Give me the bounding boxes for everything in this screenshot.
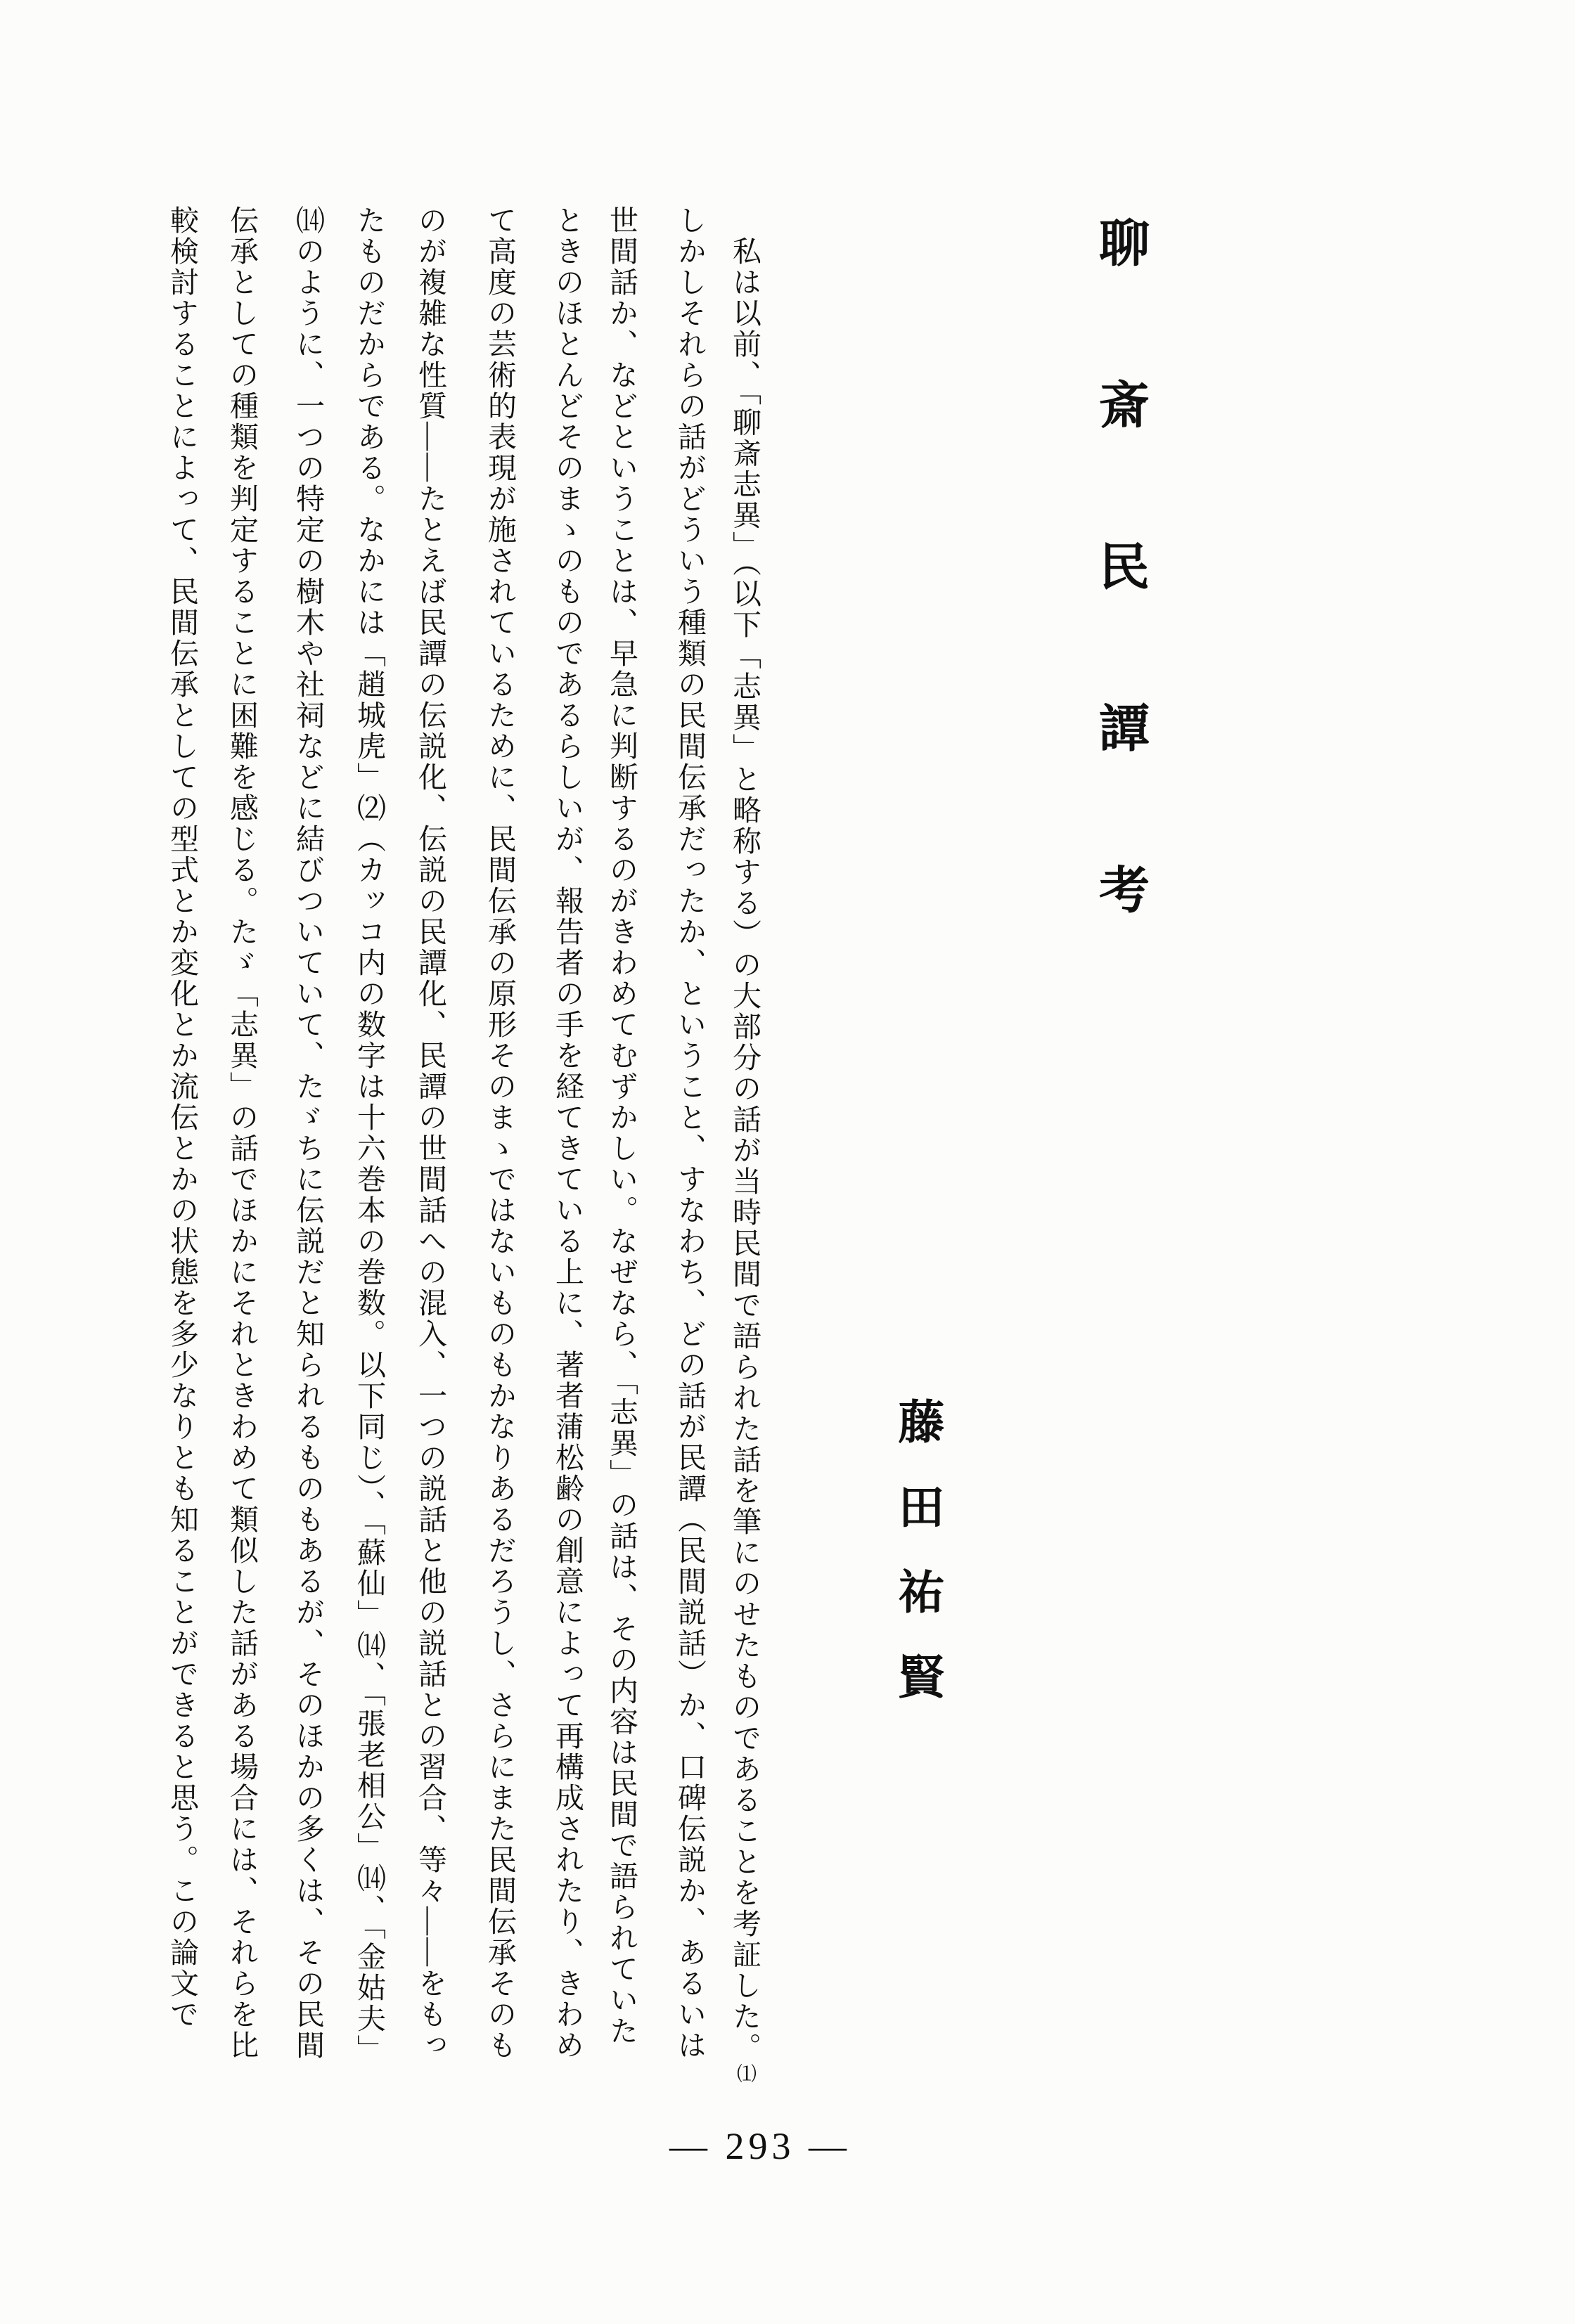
text-column-5 (482, 205, 518, 2061)
text-column-8 (290, 205, 326, 2061)
column-text: ⒁のように、一つの特定の樹木や社祠などに結びついていて、たゞちに伝説だと知られるものもあるが、そのほかの多くは、その民間 (292, 205, 324, 2061)
text-column-2 (672, 205, 707, 2061)
author-name: 藤田祐賢 (891, 1397, 942, 1738)
column-text: のが複雑な性質――たとえば民譚の伝説化、伝説の民譚化、民譚の世間話への混入、一つの説話と他の説話との習合、等々――をもっ (414, 205, 446, 2061)
article-title: 聊斎民譚考 (1091, 217, 1148, 1025)
text-column-1 (727, 205, 762, 2083)
text-column-7 (352, 205, 387, 2065)
column-text: 伝承としての種類を判定することに困難を感じる。たゞ「志異」の話でほかにそれときわめて類似した話がある場合には、それらを比 (226, 205, 258, 2061)
text-column-10 (165, 205, 200, 2030)
text-column-3 (604, 205, 639, 2047)
column-text: ときのほとんどそのまゝのものであるらしいが、報告者の手を経てきている上に、著者蒲松齢の創意によって再構成されたり、きわめ (551, 205, 584, 2061)
text-column-6 (413, 205, 448, 2061)
text-column-9 (224, 205, 259, 2061)
page-number: ― 293 ― (669, 2125, 851, 2167)
text-column-4 (550, 205, 585, 2061)
column-text: 較検討することによって、民間伝承としての型式とか変化とか流伝とかの状態を多少なりとも知ることができると思う。この論文で (166, 205, 198, 2030)
column-text: て高度の芸術的表現が施されているために、民間伝承の原形そのまゝではないものもかなりあるだろうし、さらにまた民間伝承そのも (484, 205, 516, 2061)
column-text: しかしそれらの話がどういう種類の民間伝承だったか、ということ、すなわち、どの話が民譚（民間説話）か、口碑伝説か、あるいは (674, 205, 706, 2061)
column-text: たものだからである。なかには「趙城虎」⑵（カッコ内の数字は十六巻本の巻数。以下同じ）、「蘇仙」⒁、「張老相公」⒁、「金姑夫」 (353, 205, 385, 2065)
column-text: 私は以前、「聊斎志異」（以下「志異」と略称する）の大部分の話が当時民間で語られた話を筆にのせたものであることを考証した。 (728, 236, 761, 2063)
footnote-1-marker: ⑴ (734, 2063, 756, 2083)
column-text: 世間話か、などということは、早急に判断するのがきわめてむずかしい。なぜなら、「志異」の話は、その内容は民間で語られていた (605, 205, 638, 2047)
